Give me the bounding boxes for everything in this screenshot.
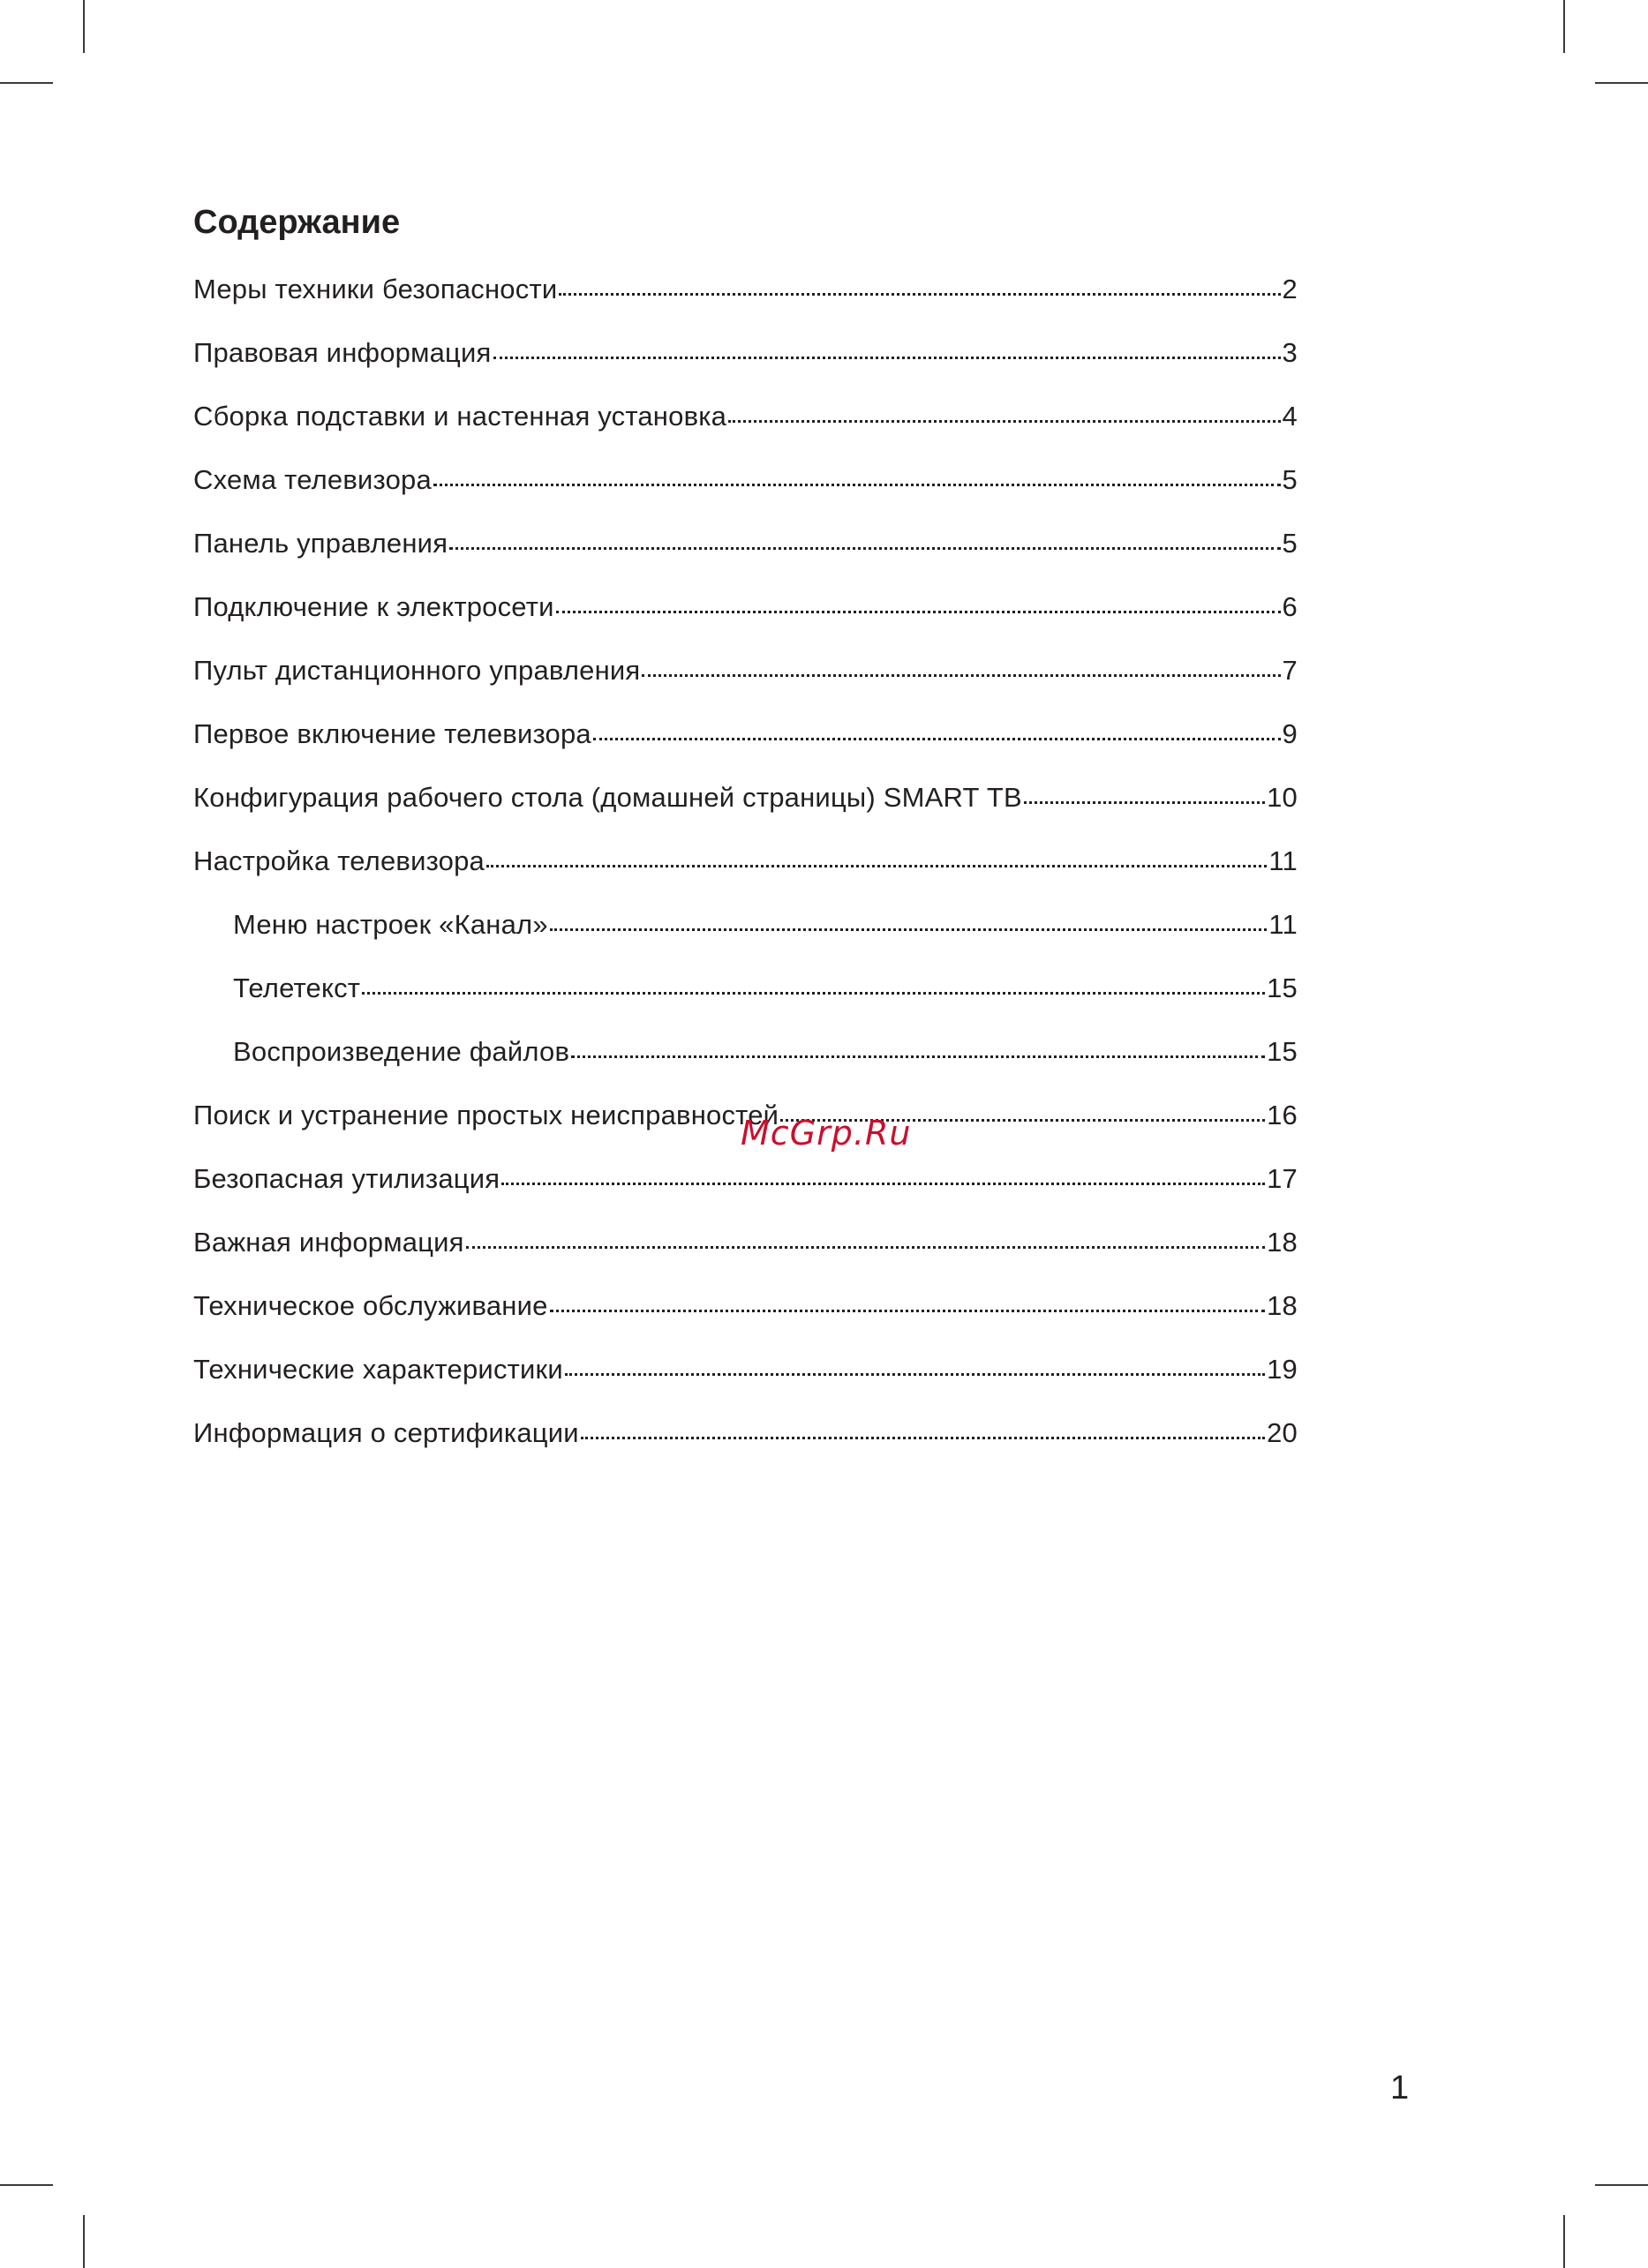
toc-entry-page: 4 xyxy=(1282,401,1298,432)
toc-entry-title: Меню настроек «Канал» xyxy=(233,909,548,940)
toc-entry[interactable] xyxy=(193,263,1298,327)
toc-entry-page: 16 xyxy=(1267,1100,1298,1130)
toc-entry[interactable] xyxy=(193,644,1298,708)
toc-entry-title: Схема телевизора xyxy=(193,464,432,495)
crop-mark-top-right-vertical xyxy=(1563,0,1565,53)
dot-leader xyxy=(362,988,1265,995)
dot-leader xyxy=(1024,798,1265,804)
toc-entry-title: Пульт дистанционного управления xyxy=(193,655,641,686)
toc-entry-page: 2 xyxy=(1282,274,1298,304)
toc-entry-title: Информация о сертификации xyxy=(193,1417,579,1448)
toc-entry-page: 20 xyxy=(1267,1417,1298,1448)
toc-entry[interactable] xyxy=(193,898,1298,962)
crop-mark-top-right-horizontal xyxy=(1595,82,1648,84)
dot-leader xyxy=(550,1306,1266,1312)
toc-entry-page: 10 xyxy=(1267,782,1298,813)
toc-entry-page: 19 xyxy=(1267,1354,1298,1385)
toc-entry-title: Подключение к электросети xyxy=(193,591,554,622)
dot-leader xyxy=(493,353,1281,359)
dot-leader xyxy=(728,417,1280,423)
toc-entry-page: 3 xyxy=(1282,337,1298,368)
dot-leader xyxy=(593,734,1281,740)
toc-entry-title: Важная информация xyxy=(193,1227,464,1258)
toc-heading: Содержание xyxy=(193,204,401,241)
toc-entry-page: 5 xyxy=(1282,528,1298,559)
crop-mark-bottom-right-horizontal xyxy=(1595,2184,1648,2186)
toc-entry-title: Конфигурация рабочего стола (домашней страницы) SMART ТВ xyxy=(193,782,1022,813)
toc-entry[interactable] xyxy=(193,517,1298,581)
toc-entry-title: Панель управления xyxy=(193,528,448,559)
toc-entry[interactable] xyxy=(193,1280,1298,1343)
toc-entry-page: 9 xyxy=(1282,718,1298,749)
toc-entry-title: Безопасная утилизация xyxy=(193,1163,500,1194)
toc-entry-page: 15 xyxy=(1267,973,1298,1003)
dot-leader xyxy=(565,1370,1265,1376)
dot-leader xyxy=(556,607,1281,613)
dot-leader xyxy=(433,480,1281,486)
toc-entry-title: Поиск и устранение простых неисправностей xyxy=(193,1100,779,1130)
dot-leader xyxy=(486,861,1267,867)
toc-entry-page: 5 xyxy=(1282,464,1298,495)
toc-entry[interactable] xyxy=(193,1153,1298,1216)
toc-entry-page: 11 xyxy=(1268,909,1298,940)
toc-entry-page: 6 xyxy=(1282,591,1298,622)
watermark: McGrp.Ru xyxy=(741,1114,912,1153)
toc-entry[interactable] xyxy=(193,581,1298,644)
toc-entry[interactable] xyxy=(193,771,1298,835)
dot-leader xyxy=(559,289,1280,296)
dot-leader xyxy=(642,671,1280,677)
toc-entry[interactable] xyxy=(193,1216,1298,1280)
dot-leader xyxy=(581,1433,1265,1439)
table-of-contents xyxy=(193,263,1298,1470)
toc-entry-title: Технические характеристики xyxy=(193,1354,563,1385)
toc-entry-title: Правовая информация xyxy=(193,337,492,368)
toc-entry-title: Настройка телевизора xyxy=(193,845,485,876)
toc-entry[interactable] xyxy=(193,835,1298,898)
page-number: 1 xyxy=(1390,2069,1410,2107)
toc-entry-title: Телетекст xyxy=(233,973,361,1003)
toc-entry[interactable] xyxy=(193,1407,1298,1470)
dot-leader xyxy=(550,925,1268,931)
crop-mark-bottom-left-horizontal xyxy=(0,2184,53,2186)
toc-entry-page: 11 xyxy=(1268,845,1298,876)
crop-mark-bottom-right-vertical xyxy=(1563,2215,1565,2268)
toc-entry-page: 15 xyxy=(1267,1036,1298,1067)
toc-entry[interactable] xyxy=(193,1343,1298,1407)
crop-mark-top-left-horizontal xyxy=(0,82,53,84)
dot-leader xyxy=(501,1179,1265,1185)
toc-entry-title: Воспроизведение файлов xyxy=(233,1036,570,1067)
toc-entry-page: 17 xyxy=(1267,1163,1298,1194)
dot-leader xyxy=(449,544,1280,550)
toc-entry-title: Меры техники безопасности xyxy=(193,274,558,304)
toc-entry[interactable] xyxy=(193,708,1298,771)
toc-entry-page: 18 xyxy=(1267,1290,1298,1321)
dot-leader xyxy=(571,1052,1265,1058)
toc-entry[interactable] xyxy=(193,390,1298,454)
toc-entry-page: 7 xyxy=(1282,655,1298,686)
crop-mark-bottom-left-vertical xyxy=(83,2215,85,2268)
toc-entry-title: Сборка подставки и настенная установка xyxy=(193,401,727,432)
crop-mark-top-left-vertical xyxy=(83,0,85,53)
toc-entry[interactable] xyxy=(193,327,1298,390)
toc-entry[interactable] xyxy=(193,454,1298,517)
toc-entry-title: Техническое обслуживание xyxy=(193,1290,548,1321)
toc-entry[interactable] xyxy=(193,962,1298,1025)
toc-entry-title: Первое включение телевизора xyxy=(193,718,591,749)
dot-leader xyxy=(466,1243,1265,1249)
toc-entry[interactable] xyxy=(193,1025,1298,1089)
toc-entry-page: 18 xyxy=(1267,1227,1298,1258)
